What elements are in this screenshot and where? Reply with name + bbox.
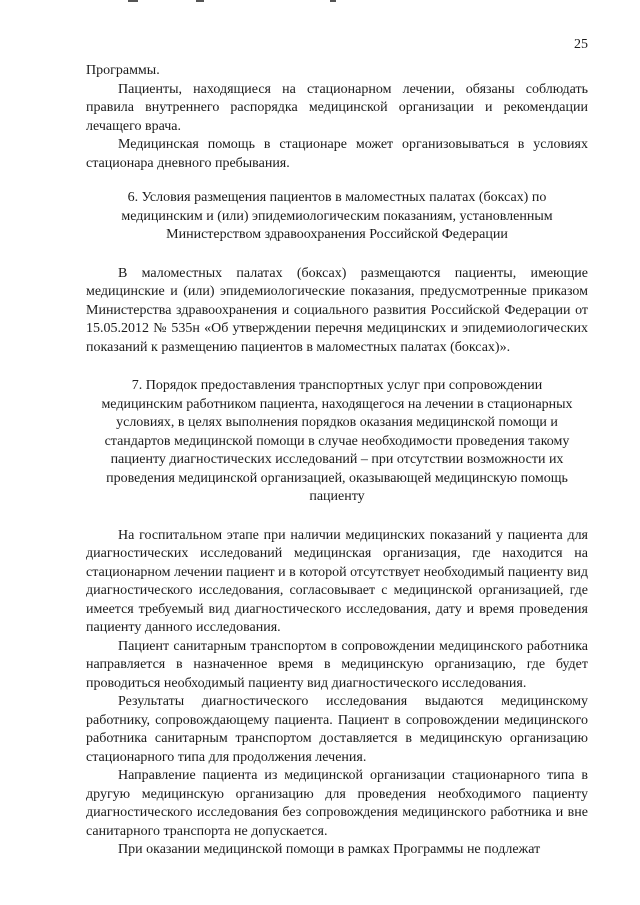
paragraph: На госпитальном этапе при наличии медицинских показаний у пациента для диагностических исследований медицинская организация, где находится на стационарном лечении пациент и в которой отсутствует необходимый пациенту вид диагностического исследования, согласовывает с медицинской организацией, где имеется требуемый вид диагностического исследования, дату и время проведения пациенту данного исследования. [86,527,588,635]
page-number: 25 [574,37,588,52]
section-7-heading: 7. Порядок предоставления транспортных услуг при сопровождении медицинским работником пациента, находящегося на лечении в стационарных условиях, в целях выполнения порядков оказания медицинской помощи и стандартов медицинской помощи в случае необходимости проведения такому пациенту диагностических исследований – при отсутствии возможности их проведения медицинской организацией, оказывающей медицинскую помощь пациенту [101,378,573,504]
paragraph: При оказании медицинской помощи в рамках Программы не подлежат [118,842,541,857]
scan-artifact [330,0,336,2]
paragraph: Направление пациента из медицинской организации стационарного типа в другую медицинскую организацию для проведения необходимого пациенту диагностического исследования без сопровождения медицинского работника и вне санитарного транспорта не допускается. [86,768,588,839]
section-6-heading: 6. Условия размещения пациентов в маломестных палатах (боксах) по медицинским и (или) эпидемиологическим показаниям, установленным Министерством здравоохранения Российской Федерации [121,190,553,242]
document-body [86,0,588,860]
paragraph: Медицинская помощь в стационаре может организовываться в условиях стационара дневного пребывания. [86,137,588,171]
scan-artifact [196,0,204,2]
paragraph: Пациенты, находящиеся на стационарном лечении, обязаны соблюдать правила внутреннего распорядка медицинской организации и рекомендации лечащего врача. [86,81,588,134]
continuation-text: Программы. [86,63,160,78]
paragraph: Пациент санитарным транспортом в сопровождении медицинского работника направляется в назначенное время в медицинскую организацию, где будет проводиться необходимый пациенту вид диагностического исследования. [86,638,588,691]
paragraph: Результаты диагностического исследования выдаются медицинскому работнику, сопровождающему пациента. Пациент в сопровождении медицинского работника санитарным транспортом доставляется в медицинскую организацию стационарного типа для продолжения лечения. [86,694,588,765]
scan-artifact [128,0,138,2]
paragraph: В маломестных палатах (боксах) размещаются пациенты, имеющие медицинские и (или) эпидемиологические показания, предусмотренные приказом Министерства здравоохранения и социального развития Российской Федерации от 15.05.2012 № 535н «Об утверждении перечня медицинских и эпидемиологических показаний к размещению пациентов в маломестных палатах (боксах)». [86,265,588,355]
